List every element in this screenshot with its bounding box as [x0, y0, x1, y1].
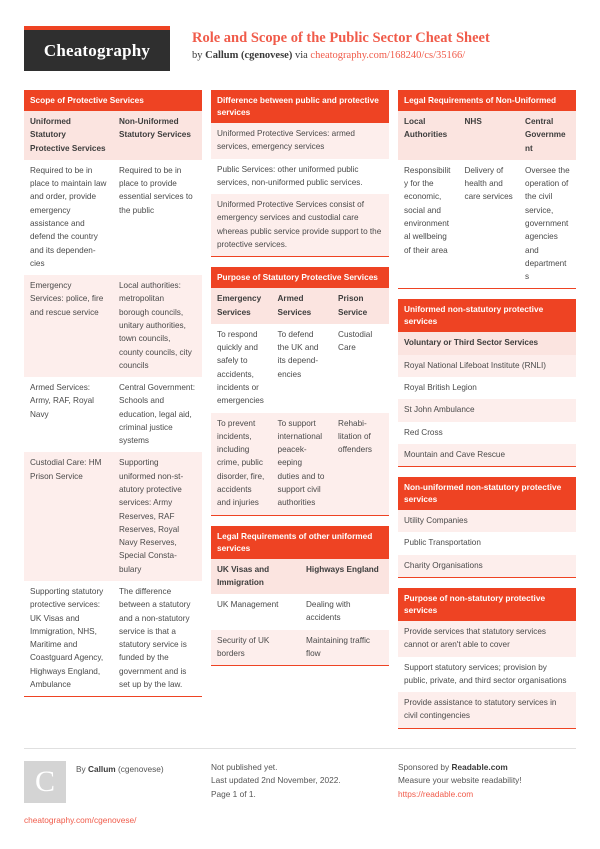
last-updated: Last updated 2nd November, 2022. — [211, 775, 341, 786]
page-header — [24, 26, 576, 74]
table-cell: The difference between a statutory and a non-statutory service is that a statutory service is funded by the government and is set up by the law. — [113, 581, 202, 696]
card-table — [24, 111, 202, 696]
cheat-card — [398, 477, 576, 578]
table-header-row — [24, 111, 202, 160]
table-row — [398, 555, 576, 577]
cheat-card — [398, 90, 576, 289]
column-header-cell: Central Government — [519, 111, 576, 160]
table-cell: Custodial Care — [332, 324, 389, 413]
table-row — [24, 452, 202, 581]
table-cell: Public Services: other uniformed public services, non-uniformed public services. — [211, 159, 389, 195]
table-row — [211, 123, 389, 159]
sponsor-prefix: Sponsored by — [398, 761, 452, 772]
cheat-card — [211, 90, 389, 257]
card-title: Scope of Protective Services — [24, 90, 202, 111]
page-count: Page 1 of 1. — [211, 789, 256, 800]
content-column — [398, 90, 576, 739]
table-cell: Required to be in place to provide essential services to the public — [113, 160, 202, 275]
column-header-cell: Uniformed Statutory Protective Services — [24, 111, 113, 160]
card-title: Legal Requirements of other uniformed services — [211, 526, 389, 559]
table-row — [398, 532, 576, 554]
table-cell: Public Transportation — [398, 532, 576, 554]
table-row — [211, 194, 389, 256]
table-cell: Oversee the operation of the civil service, government agencies and departments — [519, 160, 576, 289]
content-columns — [24, 90, 576, 739]
table-cell: Red Cross — [398, 422, 576, 444]
table-cell: Armed Services: Army, RAF, Royal Navy — [24, 377, 113, 452]
table-cell: Custodial Care: HM Prison Service — [24, 452, 113, 581]
table-cell: Uniformed Protective Services: armed services, emergency services — [211, 123, 389, 159]
table-cell: Support statutory services; provision by public, private, and third sector organisations — [398, 657, 576, 693]
table-row — [398, 444, 576, 466]
table-cell: Responsibility for the economic, social and environmental wellbeing of their area — [398, 160, 459, 289]
footer-author-col — [24, 761, 202, 825]
table-cell: Mountain and Cave Rescue — [398, 444, 576, 466]
table-cell: To prevent incidents, including crime, public disorder, fire, accidents and injuries — [211, 413, 272, 515]
sponsor-tagline: Measure your website readability! — [398, 775, 522, 786]
column-header-cell: Highways England — [300, 559, 389, 595]
cheat-card — [24, 90, 202, 697]
column-header-cell: Local Authorities — [398, 111, 459, 160]
table-row — [398, 510, 576, 532]
sponsor-url-link[interactable]: https://readable.com — [398, 789, 474, 800]
table-row — [398, 355, 576, 377]
card-table — [398, 510, 576, 577]
sponsor-label — [398, 761, 576, 775]
table-cell: Rehabilitation of offenders — [332, 413, 389, 515]
card-title: Purpose of non-statutory protective services — [398, 588, 576, 621]
table-cell: Provide services that statutory services cannot or aren't able to cover — [398, 621, 576, 657]
publish-status: Not published yet. — [211, 761, 278, 772]
table-row — [24, 581, 202, 696]
table-row — [211, 630, 389, 666]
content-column — [211, 90, 389, 676]
card-table — [211, 288, 389, 514]
footer-meta-col — [211, 761, 389, 825]
cheat-card — [398, 588, 576, 729]
table-cell: Security of UK borders — [211, 630, 300, 666]
byline — [192, 50, 490, 61]
footer-sponsor-col — [398, 761, 576, 825]
table-cell: Delivery of health and care services — [459, 160, 520, 289]
table-row — [398, 692, 576, 728]
table-row — [211, 324, 389, 413]
table-cell: To respond quickly and safely to accidents, incidents or emergencies — [211, 324, 272, 413]
table-cell: Dealing with accidents — [300, 594, 389, 630]
table-cell: To defend the UK and its dependencies — [272, 324, 333, 413]
table-cell: Utility Companies — [398, 510, 576, 532]
via-label: via — [292, 50, 311, 62]
table-header-row — [211, 288, 389, 324]
column-header-cell: Prison Service — [332, 288, 389, 324]
card-table — [398, 621, 576, 728]
page-footer — [24, 748, 576, 825]
table-cell: Required to be in place to maintain law and order, provide emergency assistance and defend the country and its dependencies — [24, 160, 113, 275]
column-header-cell: NHS — [459, 111, 520, 160]
table-row — [211, 413, 389, 515]
author-row — [24, 761, 202, 803]
table-row — [398, 160, 576, 289]
table-cell: Provide assistance to statutory services in civil contingencies — [398, 692, 576, 728]
table-row — [24, 160, 202, 275]
column-header-cell: Non-Uniformed Statutory Services — [113, 111, 202, 160]
card-title: Legal Requirements of Non-Uniformed — [398, 90, 576, 111]
author-name[interactable]: Callum (cgenovese) — [205, 50, 293, 62]
column-header-cell: Emergency Services — [211, 288, 272, 324]
source-link[interactable]: cheatography.com/168240/cs/35166/ — [310, 50, 466, 62]
cheat-card — [398, 299, 576, 467]
by-label: by — [192, 50, 206, 62]
table-cell: To support international peacekeeping duties and to support civil authorities — [272, 413, 333, 515]
column-header-cell: UK Visas and Immigration — [211, 559, 300, 595]
table-cell: Local authorities: metropolitan borough councils, unitary authorities, town councils, county councils, city councils — [113, 275, 202, 377]
table-header-row — [398, 111, 576, 160]
column-header-cell: Voluntary or Third Sector Services — [398, 332, 576, 354]
cheat-card — [211, 526, 389, 667]
table-header-row — [211, 559, 389, 595]
table-cell: Supporting uniformed non-statutory protective services: Army Reserves, RAF Reserves, Royal Navy Reserves, Special Constabulary — [113, 452, 202, 581]
title-block — [170, 26, 490, 61]
logo-text: Cheatography — [43, 40, 151, 60]
content-column — [24, 90, 202, 707]
card-table — [398, 332, 576, 466]
table-cell: Central Government: Schools and education, legal aid, criminal justice systems — [113, 377, 202, 452]
table-row — [211, 594, 389, 630]
table-row — [398, 422, 576, 444]
table-cell: Emergency Services: police, fire and rescue service — [24, 275, 113, 377]
table-row — [398, 657, 576, 693]
card-title: Uniformed non-statutory protective services — [398, 299, 576, 332]
avatar: C — [24, 761, 66, 803]
table-row — [24, 275, 202, 377]
table-cell: Royal National Lifeboat Institute (RNLI) — [398, 355, 576, 377]
footer-author-bold: Callum — [88, 763, 116, 774]
column-header-cell: Armed Services — [272, 288, 333, 324]
table-cell: Maintaining traffic flow — [300, 630, 389, 666]
table-row — [398, 621, 576, 657]
table-row — [398, 399, 576, 421]
table-row — [24, 377, 202, 452]
table-cell: St John Ambulance — [398, 399, 576, 421]
card-title: Difference between public and protective services — [211, 90, 389, 123]
footer-by-label: By — [76, 763, 88, 774]
sponsor-name: Readable.com — [451, 761, 508, 772]
table-row — [211, 159, 389, 195]
card-title: Non-uniformed non-statutory protective services — [398, 477, 576, 510]
table-cell: Supporting statutory protective services: UK Visas and Immigration, NHS, Maritime and Coastguard Agency, Highways England, Ambulance — [24, 581, 113, 696]
table-header-row — [398, 332, 576, 354]
cheat-card — [211, 267, 389, 515]
card-table — [398, 111, 576, 288]
table-cell: Uniformed Protective Services consist of emergency services and custodial care whereas public service provide support to the protective services. — [211, 194, 389, 256]
card-table — [211, 123, 389, 256]
page-title: Role and Scope of the Public Sector Cheat Sheet — [192, 30, 490, 46]
table-row — [398, 377, 576, 399]
footer-author-handle: (cgenovese) — [115, 763, 164, 774]
cheatography-logo[interactable] — [24, 26, 170, 71]
profile-link[interactable]: cheatography.com/cgenovese/ — [24, 814, 137, 825]
table-cell: Royal British Legion — [398, 377, 576, 399]
card-title: Purpose of Statutory Protective Services — [211, 267, 389, 288]
footer-author-name — [76, 761, 164, 774]
table-cell: Charity Organisations — [398, 555, 576, 577]
table-cell: UK Management — [211, 594, 300, 630]
card-table — [211, 559, 389, 666]
